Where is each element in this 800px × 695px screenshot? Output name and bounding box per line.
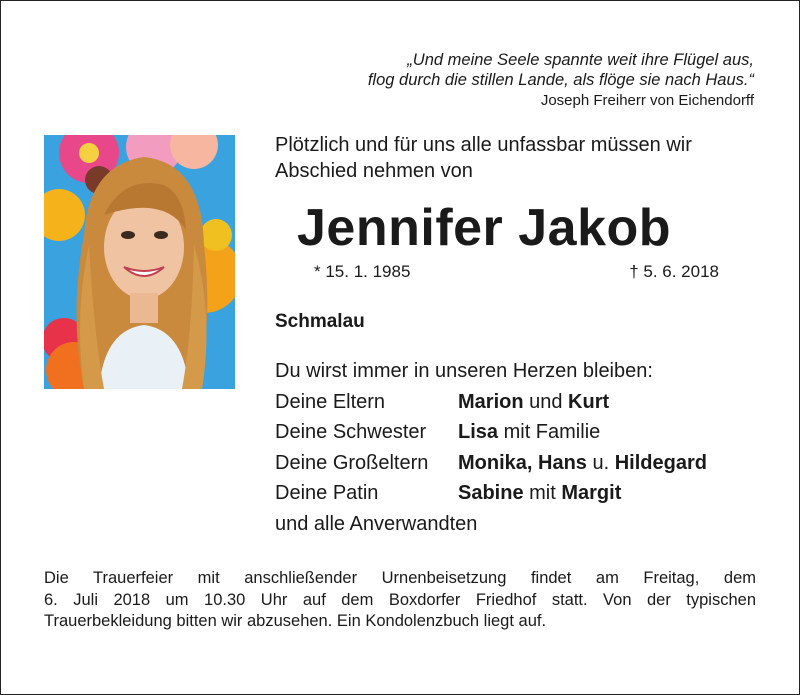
intro-line-2: Abschied nehmen von [275, 160, 473, 182]
deceased-name: Jennifer Jakob [297, 199, 672, 257]
family-list [275, 356, 707, 539]
relation-label: Deine Schwester [275, 421, 427, 443]
relation-label: Deine Eltern [275, 390, 386, 413]
connector-text: u. [586, 451, 615, 474]
hometown: Schmalau [275, 311, 365, 332]
portrait-photo [44, 135, 235, 389]
family-member-name: Kurt [568, 390, 610, 413]
connector-text: und [523, 390, 569, 413]
quote-line-2: flog durch die stillen Lande, als flöge sie nach Haus.“ [367, 71, 754, 89]
family-heading: Du wirst immer in unseren Herzen bleiben: [275, 360, 653, 382]
relation-label: Deine Patin [275, 482, 379, 504]
family-row [275, 448, 707, 479]
family-member-name: Margit [561, 482, 622, 504]
footer-line-1: Die Trauerfeier mit anschließender Urnenbeisetzung findet am Freitag, dem [44, 569, 756, 587]
portrait-illustration [44, 135, 235, 389]
family-row [275, 387, 707, 418]
quote-line-1: „Und meine Seele spannte weit ihre Flügel aus, [407, 51, 754, 69]
family-member-name: Marion [458, 390, 524, 413]
connector-text: mit Familie [498, 421, 601, 443]
intro-line-1: Plötzlich und für uns alle unfassbar müssen wir [275, 134, 692, 156]
footer-line-3: Trauerbekleidung bitten wir abzusehen. Ein Kondolenzbuch liegt auf. [44, 612, 547, 630]
quote-author: Joseph Freiherr von Eichendorff [540, 92, 754, 109]
family-row [275, 417, 707, 448]
intro-text [275, 132, 692, 184]
family-closing: und alle Anverwandten [275, 512, 478, 535]
footer-line-2: 6. Juli 2018 um 10.30 Uhr auf dem Boxdorfer Friedhof statt. Von der typischen [44, 590, 756, 609]
death-date: † 5. 6. 2018 [629, 262, 719, 281]
birth-date: * 15. 1. 1985 [314, 262, 411, 281]
relation-label: Deine Großeltern [275, 451, 429, 474]
funeral-details [44, 568, 756, 633]
family-row [275, 478, 707, 509]
connector-text: mit [523, 482, 562, 504]
family-member-name: Monika, Hans [458, 451, 587, 474]
family-member-name: Hildegard [614, 451, 707, 474]
family-member-name: Lisa [458, 421, 499, 443]
family-member-name: Sabine [458, 482, 524, 504]
poem-quote [368, 50, 754, 111]
